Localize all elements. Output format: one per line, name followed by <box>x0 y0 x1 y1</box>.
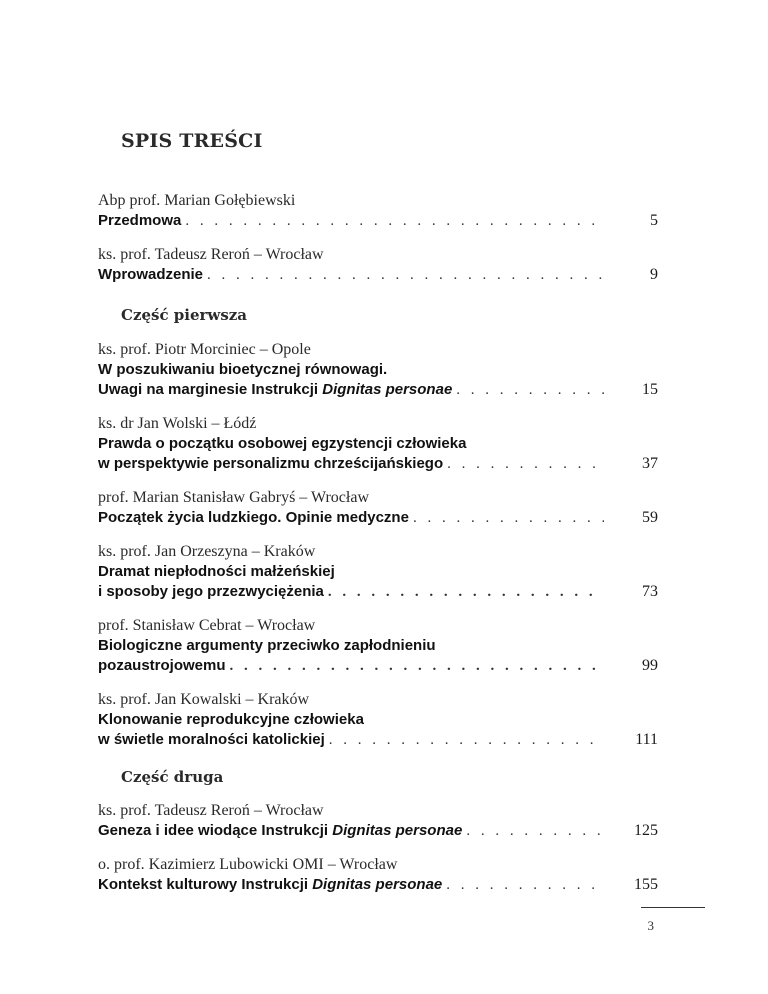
dot-leader <box>466 821 604 841</box>
footer-rule <box>641 907 705 908</box>
entry-title-line[interactable]: W poszukiwaniu bioetycznej równowagi. <box>98 361 388 378</box>
entry-page-number: 9 <box>650 266 658 283</box>
entry-title[interactable] <box>98 380 452 400</box>
section-heading-part-1: Część pierwsza <box>121 306 248 324</box>
entry-title-line[interactable]: Klonowanie reprodukcyjne człowieka <box>98 711 364 728</box>
toc-entry[interactable] <box>98 488 658 528</box>
entry-page-number: 73 <box>642 583 658 600</box>
entry-title[interactable]: w świetle moralności katolickiej <box>98 731 325 748</box>
entry-author: Abp prof. Marian Gołębiewski <box>98 192 296 209</box>
entry-title[interactable]: pozaustrojowemu <box>98 657 226 674</box>
toc-entry[interactable] <box>98 340 658 400</box>
entry-title[interactable]: i sposoby jego przezwyciężenia <box>98 583 324 600</box>
entry-page-number: 111 <box>635 731 658 748</box>
entry-title-italic: Dignitas personae <box>312 876 443 893</box>
toc-entry[interactable] <box>98 616 658 676</box>
dot-leader <box>185 211 604 231</box>
entry-title-line[interactable]: Dramat niepłodności małżeńskiej <box>98 563 335 580</box>
dot-leader <box>328 582 604 602</box>
entry-author: ks. prof. Jan Orzeszyna – Kraków <box>98 543 316 560</box>
entry-title[interactable] <box>98 821 462 841</box>
entry-author: o. prof. Kazimierz Lubowicki OMI – Wrocław <box>98 856 398 873</box>
dot-leader <box>207 265 604 285</box>
page-title: SPIS TREŚCI <box>121 130 263 152</box>
entry-author: ks. prof. Tadeusz Reroń – Wrocław <box>98 802 324 819</box>
entry-page-number: 37 <box>642 455 658 472</box>
toc-entry[interactable] <box>98 414 658 474</box>
entry-author: ks. prof. Tadeusz Reroń – Wrocław <box>98 246 324 263</box>
entry-title-text: Kontekst kulturowy Instrukcji <box>98 876 313 893</box>
toc-entry[interactable] <box>98 801 658 841</box>
toc-entry[interactable] <box>98 191 658 231</box>
dot-leader <box>446 875 604 895</box>
entry-page-number: 125 <box>634 822 658 839</box>
entry-author: prof. Stanisław Cebrat – Wrocław <box>98 617 316 634</box>
entry-title-line[interactable]: Prawda o początku osobowej egzystencji człowieka <box>98 435 467 452</box>
toc-entry[interactable] <box>98 245 658 285</box>
entry-title-text: Uwagi na marginesie Instrukcji <box>98 381 323 398</box>
entry-title[interactable] <box>98 875 442 895</box>
toc-entry[interactable] <box>98 542 658 602</box>
toc-entry[interactable] <box>98 690 658 750</box>
entry-title[interactable]: Początek życia ludzkiego. Opinie medyczne <box>98 509 409 526</box>
entry-author: ks. prof. Piotr Morciniec – Opole <box>98 341 311 358</box>
entry-page-number: 99 <box>642 657 658 674</box>
dot-leader <box>413 508 604 528</box>
entry-title[interactable]: w perspektywie personalizmu chrześcijańskiego <box>98 455 444 472</box>
dot-leader <box>456 380 604 400</box>
entry-page-number: 5 <box>650 212 658 229</box>
entry-title-line[interactable]: Biologiczne argumenty przeciwko zapłodnieniu <box>98 637 436 654</box>
entry-author: prof. Marian Stanisław Gabryś – Wrocław <box>98 489 369 506</box>
entry-title[interactable]: Przedmowa <box>98 212 182 229</box>
entry-title-italic: Dignitas personae <box>332 822 463 839</box>
dot-leader <box>329 730 604 750</box>
entry-title[interactable]: Wprowadzenie <box>98 266 204 283</box>
entry-title-italic: Dignitas personae <box>322 381 453 398</box>
dot-leader <box>230 656 604 676</box>
entry-page-number: 59 <box>642 509 658 526</box>
dot-leader <box>447 454 604 474</box>
entry-page-number: 155 <box>634 876 658 893</box>
entry-title-text: Geneza i idee wiodące Instrukcji <box>98 822 333 839</box>
entry-page-number: 15 <box>642 381 658 398</box>
entry-author: ks. dr Jan Wolski – Łódź <box>98 415 257 432</box>
section-heading-part-2: Część druga <box>121 768 224 786</box>
toc-entry[interactable] <box>98 855 658 895</box>
entry-author: ks. prof. Jan Kowalski – Kraków <box>98 691 310 708</box>
page-folio-number: 3 <box>647 918 654 933</box>
